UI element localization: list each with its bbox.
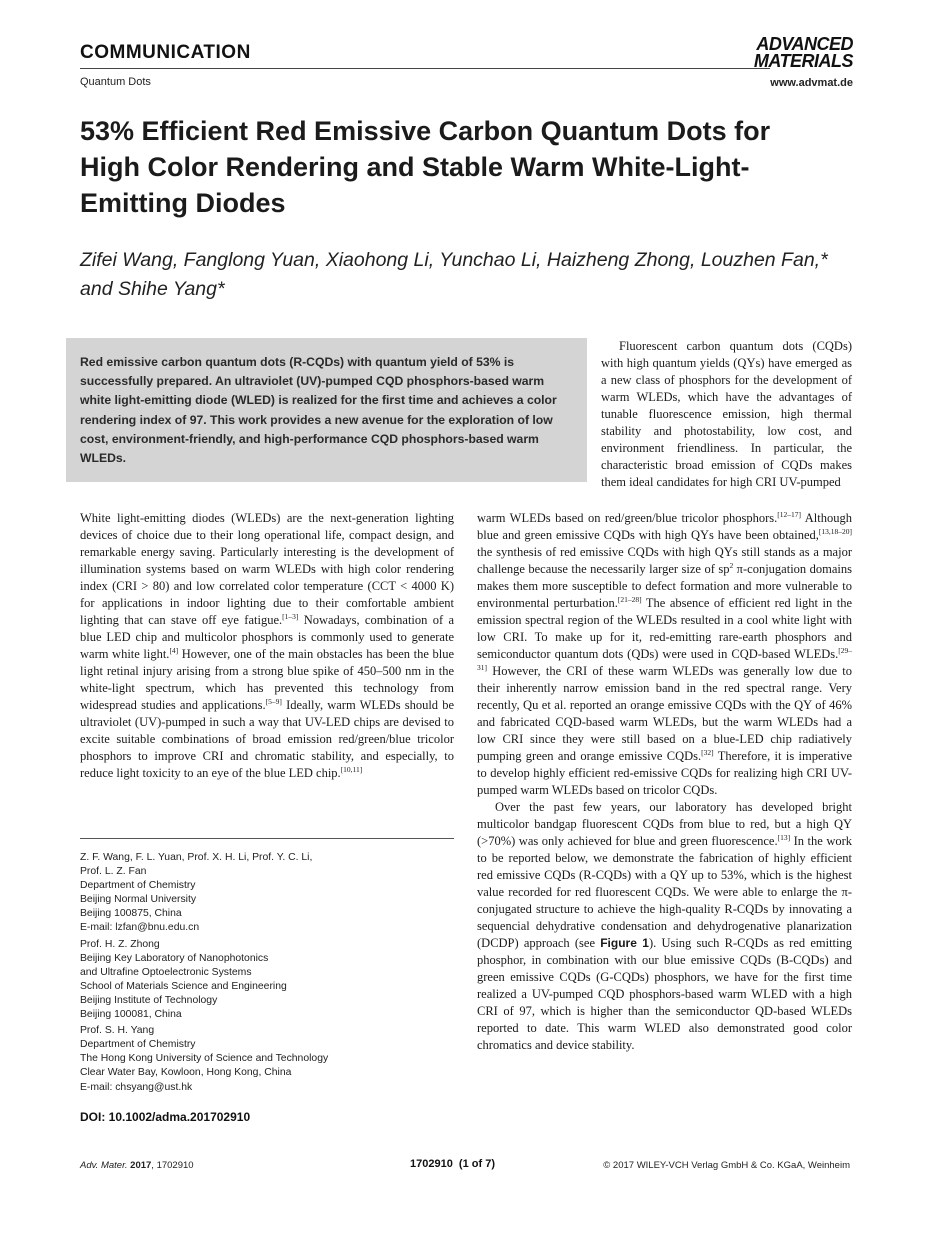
author-list: Zifei Wang, Fanglong Yuan, Xiaohong Li, Yunchao Li, Haizheng Zhong, Louzhen Fan,* and Shihe Yang*	[80, 249, 828, 300]
citation[interactable]: [12–17]	[777, 509, 802, 519]
citation[interactable]: [29–31]	[477, 645, 852, 672]
text-run: The absence of efficient red light in the emission spectral region of the WLEDs resulted in a cool white light with low CRI. To make up for it, red-emitting rare-earth phosphors and semiconductor quantum dots (QDs) were used in CQD-based WLEDs.	[477, 596, 852, 661]
intro-paragraph-1	[80, 510, 454, 782]
intro-paragraph-2-start: Fluorescent carbon quantum dots (CQDs) with high quantum yields (QYs) have emerged as a new class of phosphors for the development of warm WLEDs, which have the advantages of tunable fluorescence emission, high thermal stability and photostability, low cost, and environment friendliness. In particular, the characteristic broad emission of CQDs makes them ideal candidates for high CRI UV-pumped	[601, 339, 852, 489]
figure-reference[interactable]: Figure 1	[600, 936, 649, 950]
citation[interactable]: [4]	[169, 645, 179, 655]
affiliation-line: Prof. S. H. Yang	[80, 1025, 155, 1037]
affiliation-group	[80, 851, 460, 936]
logo-line-1: ADVANCED	[756, 34, 853, 54]
paper-title: 53% Efficient Red Emissive Carbon Quantum Dots for High Color Rendering and Stable Warm White-Light-Emitting Diodes	[80, 116, 771, 218]
text-run: However, one of the main obstacles has been the blue light retinal injury arising from a strong blue spike of 450–500 nm in the white-light spectrum, which has prevented this technology from widespread studies and applications.	[80, 647, 454, 712]
journal-website-link[interactable]: www.advmat.de	[770, 77, 853, 89]
affiliation-line: Beijing 100081, China	[80, 1009, 182, 1021]
citation[interactable]: [32]	[701, 747, 714, 757]
page-number: 1702910 (1 of 7)	[410, 1158, 495, 1170]
email-link[interactable]: E-mail: lzfan@bnu.edu.cn	[80, 922, 200, 934]
text-run: Nowadays, combination of a blue LED chip and multicolor phosphors is commonly used to generate warm white light.	[80, 613, 454, 661]
text-run: ). Using such R-CQDs as red emitting phosphor, in combination with our blue emissive CQDs (B-CQDs) and green emissive CQDs (G-CQDs) phosphors, we have for the first time realized a UV-pumped CQD phosphors-based warm WLED with a high CRI of 97, which is higher than the semiconductor QD-based WLEDs reported to date. This warm WLED also demonstrated good color chromatics and device stability.	[477, 936, 852, 1052]
affiliation-line: Beijing Key Laboratory of Nanophotonics	[80, 952, 269, 964]
text-run: the synthesis of red emissive CQDs with high QYs still stands as a major challenge because the necessarily larger size of sp	[477, 545, 852, 576]
abstract-text: Red emissive carbon quantum dots (R-CQDs) with quantum yield of 53% is successfully prepared. An ultraviolet (UV)-pumped CQD phosphors-based warm white light-emitting diode (WLED) is realized for the first time and achieves a color rendering index of 97. This work provides a new avenue for the exploration of low cost, environment-friendly, and high-performance CQD phosphors-based warm WLEDs.	[80, 355, 557, 466]
intro-paragraph-2	[477, 510, 852, 799]
citation[interactable]: [13]	[777, 832, 791, 842]
citation[interactable]: [13,18–20]	[818, 526, 852, 536]
right-column	[477, 510, 852, 1054]
footer-citation	[80, 1160, 194, 1171]
footer-article: , 1702910	[151, 1160, 194, 1171]
text-run: Over the past few years, our laboratory has developed bright multicolor bandgap fluorescent CQDs from blue to red, but a high QY (>70%) was only achieved for blue and green fluorescence.	[477, 800, 852, 848]
logo-line-2: MATERIALS	[753, 51, 853, 71]
affiliation-line: Beijing Institute of Technology	[80, 994, 218, 1006]
affiliation-line: Department of Chemistry	[80, 1039, 196, 1051]
text-run: warm WLEDs based on red/green/blue tricolor phosphors.	[477, 511, 778, 525]
affiliation-line: Beijing Normal University	[80, 894, 197, 906]
affiliation-line: Z. F. Wang, F. L. Yuan, Prof. X. H. Li, Prof. Y. C. Li,	[80, 852, 313, 863]
abstract-box	[66, 338, 587, 482]
affiliation-line: Beijing 100875, China	[80, 908, 182, 920]
text-run: π-conjugation domains makes them more susceptible to defect formation and more vulnerable to environmental perturbation.	[477, 562, 852, 610]
citation[interactable]: [5–9]	[265, 696, 282, 706]
email-link[interactable]: E-mail: chsyang@ust.hk	[80, 1081, 193, 1093]
citation[interactable]: [21–28]	[617, 594, 642, 604]
text-run: However, the CRI of these warm WLEDs was generally low due to their inherently narrow emission band in the red spectral range. Very recently, Qu et al. reported an orange emissive CQDs with the QY of 46% and fabricated CQD-based warm WLEDs, but the warm WLEDs had a low CRI since they were still based on a blue-LED chip radiatively pumping green and orange emissive CQDs.	[477, 664, 852, 763]
citation[interactable]: [10,11]	[340, 764, 363, 774]
affiliation-line: The Hong Kong University of Science and Technology	[80, 1053, 329, 1065]
intro-paragraph-3	[477, 799, 852, 1054]
affiliation-line: Prof. L. Z. Fan	[80, 866, 147, 878]
affiliation-line: Prof. H. Z. Zhong	[80, 938, 160, 950]
journal-logo	[728, 36, 853, 70]
affiliation-line: Department of Chemistry	[80, 880, 196, 892]
footer-journal: Adv. Mater.	[80, 1160, 128, 1171]
superscript: 2	[729, 560, 734, 570]
affiliation-line: and Ultrafine Optoelectronic Systems	[80, 966, 252, 978]
affiliation-line: School of Materials Science and Engineering	[80, 980, 287, 992]
citation[interactable]: [1–3]	[282, 611, 299, 621]
affiliation-line: Clear Water Bay, Kowloon, Hong Kong, China	[80, 1067, 292, 1079]
text-run: Ideally, warm WLEDs should be ultraviolet (UV)-pumped in such a way that UV-LED chips are devised to excite suitable combinations of broad emission red/green/blue tricolor phosphors to improve CRI and chromatic stability, and especially, to reduce light toxicity to an eye of the blue LED chip.	[80, 698, 455, 780]
footer-year: 2017	[130, 1160, 152, 1171]
affiliation-group	[80, 1024, 460, 1094]
copyright: © 2017 WILEY-VCH Verlag GmbH & Co. KGaA, Weinheim	[603, 1160, 850, 1171]
topic-label: Quantum Dots	[80, 76, 151, 88]
text-run: White light-emitting diodes (WLEDs) are the next-generation lighting devices of choice due to their long operational life, compact design, and remarkable energy saving. Particularly interesting is the development of illumination systems based on warm WLEDs with high color rendering index (CRI > 80) and low correlated color temperature (CCT < 4000 K) for applications in indoor lighting due to their comfortable ambient lighting that can stave off eye fatigue.	[80, 511, 454, 627]
section-label: COMMUNICATION	[80, 42, 251, 63]
text-run: Although blue and green emissive CQDs with high QYs have been obtained,	[477, 511, 852, 542]
header-rule	[80, 68, 770, 69]
affiliations	[80, 851, 460, 1097]
text-run: In the work to be reported below, we demonstrate the fabrication of highly efficient red emissive CQDs (R-CQDs) with a QY up to 53%, which is the highest value recorded for red fluorescent CQDs. We were able to enlarge the π-conjugated structure to achieve the high-quality R-CQDs by innovating a sequencial dehydrative condensation and dehydrogenative planarization (DCDP) approach (see	[477, 834, 853, 950]
affiliation-rule	[80, 838, 454, 839]
affiliation-group	[80, 938, 460, 1023]
doi-link[interactable]: DOI: 10.1002/adma.201702910	[80, 1110, 251, 1124]
text-run: Therefore, it is imperative to develop highly efficient red-emissive CQDs for realizing high CRI UV-pumped warm WLEDs based on tricolor CQDs.	[477, 749, 852, 797]
